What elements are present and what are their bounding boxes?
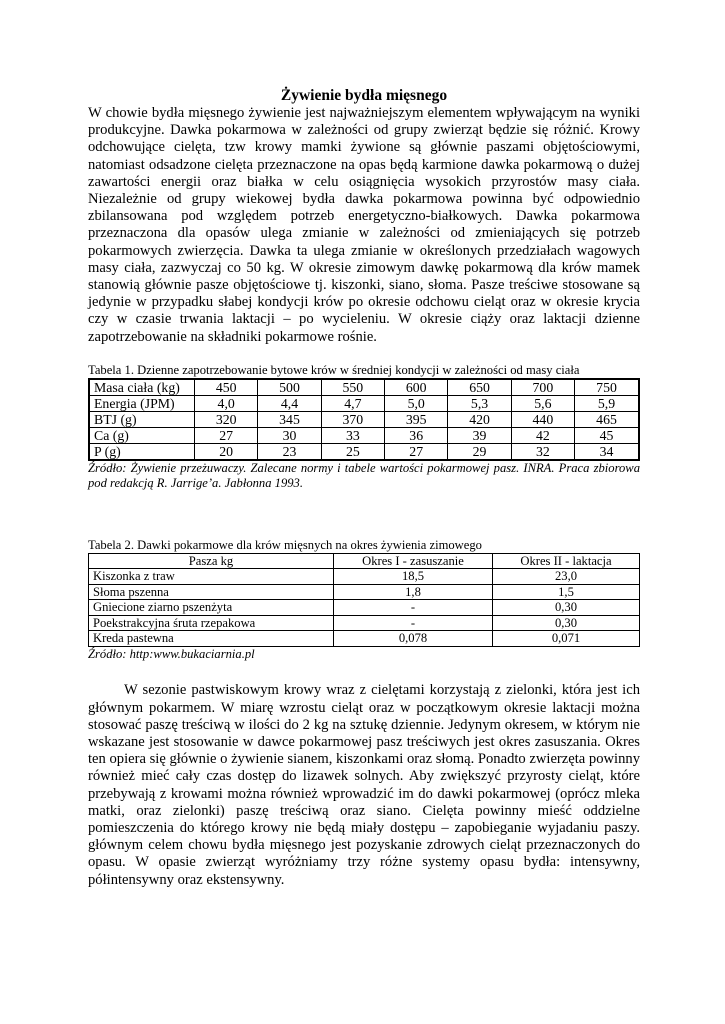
row-label: Gniecione ziarno pszenżyta — [89, 600, 334, 616]
table-cell: 440 — [511, 411, 574, 427]
table-cell: 395 — [385, 411, 448, 427]
table-cell: 650 — [448, 379, 511, 396]
table-row — [89, 569, 640, 585]
table1-source: Źródło: Żywienie przeżuwaczy. Zalecane normy i tabele wartości pokarmowej pasz. INRA. Praca zbiorowa pod redakcją R. Jarrige’a. Jabłonna 1993. — [88, 460, 640, 491]
table-cell: 5,6 — [511, 395, 574, 411]
table-cell: 34 — [575, 443, 639, 460]
table-cell: 4,7 — [321, 395, 384, 411]
row-label: Ca (g) — [89, 427, 195, 443]
table-cell: 450 — [195, 379, 258, 396]
table-cell: 600 — [385, 379, 448, 396]
table-cell: 23,0 — [493, 569, 640, 585]
table-cell: - — [334, 615, 493, 631]
table-row — [89, 615, 640, 631]
table-cell: 345 — [258, 411, 321, 427]
table-row — [89, 631, 640, 647]
row-label: Energia (JPM) — [89, 395, 195, 411]
table-cell: 0,30 — [493, 600, 640, 616]
table-row — [89, 600, 640, 616]
table-row — [89, 584, 640, 600]
table-cell: 39 — [448, 427, 511, 443]
table-cell: 45 — [575, 427, 639, 443]
table-cell: 30 — [258, 427, 321, 443]
table-cell: 320 — [195, 411, 258, 427]
spacer — [88, 492, 640, 538]
spacer — [88, 346, 640, 363]
table2-caption: Tabela 2. Dawki pokarmowe dla krów mięsnych na okres żywienia zimowego — [88, 537, 482, 552]
row-label: P (g) — [89, 443, 195, 460]
table-cell: 0,078 — [334, 631, 493, 647]
table-cell: 420 — [448, 411, 511, 427]
row-label: Kiszonka z traw — [89, 569, 334, 585]
table1-nutrient-requirements — [88, 378, 640, 461]
table-row — [89, 427, 639, 443]
table-row — [89, 411, 639, 427]
table-row — [89, 443, 639, 460]
table-cell: 750 — [575, 379, 639, 396]
row-label: Masa ciała (kg) — [89, 379, 195, 396]
table-cell: 0,30 — [493, 615, 640, 631]
table-cell: 0,071 — [493, 631, 640, 647]
row-label: Poekstrakcyjna śruta rzepakowa — [89, 615, 334, 631]
table-cell: 20 — [195, 443, 258, 460]
table-cell: 25 — [321, 443, 384, 460]
table-cell: 33 — [321, 427, 384, 443]
table-cell: 29 — [448, 443, 511, 460]
column-header: Okres II - laktacja — [493, 553, 640, 569]
document-title: Żywienie bydła mięsnego — [280, 87, 448, 104]
column-header: Okres I - zasuszanie — [334, 553, 493, 569]
table-row — [89, 379, 639, 396]
row-label: BTJ (g) — [89, 411, 195, 427]
table-cell: - — [334, 600, 493, 616]
table2-winter-rations — [88, 553, 640, 647]
table-row — [89, 395, 639, 411]
table-cell: 465 — [575, 411, 639, 427]
table-cell: 27 — [385, 443, 448, 460]
table-cell: 32 — [511, 443, 574, 460]
table-cell: 23 — [258, 443, 321, 460]
table-cell: 36 — [385, 427, 448, 443]
document-page — [88, 86, 640, 889]
table-cell: 42 — [511, 427, 574, 443]
spacer — [88, 662, 640, 682]
table2-source: Źródło: http:www.bukaciarnia.pl — [88, 646, 255, 661]
table-cell: 5,3 — [448, 395, 511, 411]
table-cell: 1,8 — [334, 584, 493, 600]
table1-caption: Tabela 1. Dzienne zapotrzebowanie bytowe krów w średniej kondycji w zależności od masy ciała — [88, 362, 580, 377]
row-label: Kreda pastewna — [89, 631, 334, 647]
table-cell: 4,0 — [195, 395, 258, 411]
intro-paragraph: W chowie bydła mięsnego żywienie jest najważniejszym elementem wpływającym na wyniki produkcyjne. Dawka pokarmowa w zależności od grupy zwierząt będzie się różnić. Krowy odchowujące cielęta, tzw krowy mamki żywione są głównie paszami objętościowymi, natomiast odsadzone cielęta przeznaczone na opas będą karmione dawka pokarmową o dużej zawartości energii oraz białka w celu osiągnięcia wysokich przyrostów masy ciała. Niezależnie od grupy wiekowej bydła dawka pokarmowa powinna być odpowiednio zbilansowana pod względem potrzeb energetyczno-białkowych. Dawka pokarmowa przeznaczona dla opasów ulega zmianie w zależności od zmieniających się potrzeb pokarmowych zwierzęcia. Dawka ta ulega zmianie w określonych przedziałach wagowych masy ciała, zazwyczaj co 50 kg. W okresie zimowym dawkę pokarmową dla krów mamek stanowią głównie pasze objętościowe tj. kiszonki, siano, słoma. Pasze treściwe stosowane są jedynie w przypadku słabej kondycji krów po okresie odchowu cieląt oraz w okresie krycia czy w czasie trwania laktacji – po wycieleniu. W okresie ciąży oraz laktacji dzienne zapotrzebowanie na składniki pokarmowe rośnie. — [88, 105, 640, 345]
table-cell: 550 — [321, 379, 384, 396]
table-cell: 27 — [195, 427, 258, 443]
table-cell: 1,5 — [493, 584, 640, 600]
table-header-row — [89, 553, 640, 569]
row-label: Słoma pszenna — [89, 584, 334, 600]
table-cell: 370 — [321, 411, 384, 427]
table-cell: 5,0 — [385, 395, 448, 411]
table-cell: 700 — [511, 379, 574, 396]
column-header: Pasza kg — [89, 553, 334, 569]
table-cell: 4,4 — [258, 395, 321, 411]
table-cell: 500 — [258, 379, 321, 396]
table-cell: 18,5 — [334, 569, 493, 585]
table-cell: 5,9 — [575, 395, 639, 411]
closing-paragraph: W sezonie pastwiskowym krowy wraz z cielętami korzystają z zielonki, która jest ich głównym pokarmem. W miarę wzrostu cieląt oraz w początkowym okresie laktacji można stosować paszę treściwą w ilości do 2 kg na sztukę dziennie. Jedynym okresem, w którym nie wskazane jest stosowanie w dawce pokarmowej pasz treściwych jest okres zasuszania. Okres ten opiera się głównie o żywienie sianem, kiszonkami oraz słomą. Ponadto zwierzęta powinny również mieć cały czas dostęp do lizawek solnych. Aby zwiększyć przyrosty cieląt, które przebywają z krowami można również wprowadzić im do dawki pokarmowej (oprócz mleka matki, oraz zielonki) paszę treściwą oraz siano. Cielęta powinny mieść oddzielne pomieszczenia do którego krowy nie będą miały dostępu – zapobieganie wyjadaniu paszy. głównym celem chowu bydła mięsnego jest pozyskanie zdrowych cieląt przeznaczonych do opasu. W opasie zwierząt wyróżniamy trzy różne systemy opasu bydła: intensywny, półintensywny oraz ekstensywny. — [88, 682, 640, 888]
